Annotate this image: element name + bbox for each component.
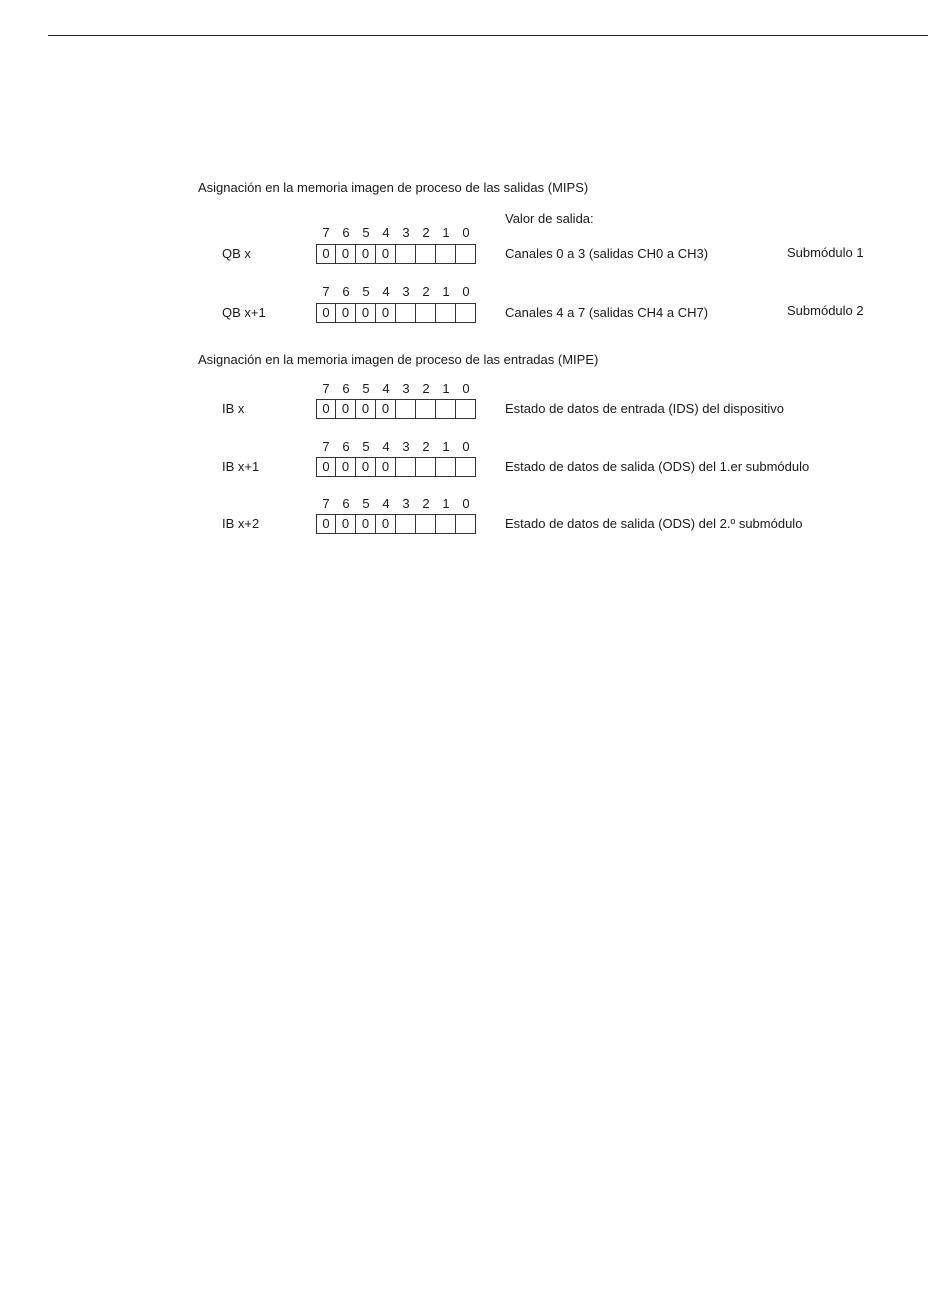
- bit-number-header: [316, 284, 476, 300]
- bit-cell: 0: [376, 457, 396, 477]
- bit-number: 0: [462, 225, 470, 240]
- submodule-label: Submódulo 1: [787, 245, 864, 260]
- bit-cell: 0: [336, 457, 356, 477]
- bit-cell: [396, 303, 416, 323]
- bit-number: 6: [342, 284, 350, 299]
- bit-cell: [456, 457, 476, 477]
- bit-number: 7: [322, 284, 330, 299]
- bit-cell: [396, 514, 416, 534]
- byte-address: IB x+2: [222, 516, 260, 531]
- bit-cells: [316, 457, 476, 477]
- bit-cell: [416, 244, 436, 264]
- bit-cell: 0: [317, 514, 336, 534]
- inputs-section-title: Asignación en la memoria imagen de proceso de las entradas (MIPE): [198, 352, 599, 367]
- bit-number: 2: [422, 381, 430, 396]
- bit-cell: [456, 303, 476, 323]
- bit-cell: 0: [336, 514, 356, 534]
- header-rule: [48, 35, 928, 36]
- bit-cells: [316, 244, 476, 264]
- byte-description: Canales 0 a 3 (salidas CH0 a CH3): [505, 246, 709, 261]
- bit-cell: 0: [336, 244, 356, 264]
- bit-cell: 0: [317, 303, 336, 323]
- bit-number: 0: [462, 439, 470, 454]
- bit-cell: 0: [376, 399, 396, 419]
- bit-number: 3: [402, 284, 410, 299]
- bit-cell: 0: [356, 244, 376, 264]
- bit-number: 6: [342, 496, 350, 511]
- bit-number: 4: [382, 439, 390, 454]
- bit-number: 4: [382, 284, 390, 299]
- byte-description: Estado de datos de salida (ODS) del 1.er submódulo: [505, 459, 810, 474]
- bit-number: 7: [322, 496, 330, 511]
- bit-number: 6: [342, 439, 350, 454]
- bit-number: 3: [402, 381, 410, 396]
- bit-number-header: [316, 225, 476, 241]
- bit-cell: 0: [317, 399, 336, 419]
- bit-number: 2: [422, 225, 430, 240]
- bit-number: 4: [382, 225, 390, 240]
- bit-number: 7: [322, 381, 330, 396]
- bit-number: 1: [442, 381, 450, 396]
- bit-cell: [396, 399, 416, 419]
- bit-cell: [456, 244, 476, 264]
- bit-number: 5: [362, 496, 370, 511]
- bit-number: 0: [462, 381, 470, 396]
- bit-cell: [456, 514, 476, 534]
- bit-cell: 0: [317, 457, 336, 477]
- bit-number: 2: [422, 496, 430, 511]
- bit-cell: 0: [317, 244, 336, 264]
- byte-description: Estado de datos de entrada (IDS) del dispositivo: [505, 401, 784, 416]
- bit-cell: 0: [336, 399, 356, 419]
- bit-number: 6: [342, 381, 350, 396]
- bit-number: 1: [442, 225, 450, 240]
- bit-cells: [316, 303, 476, 323]
- bit-cells: [316, 399, 476, 419]
- bit-cell: [436, 303, 456, 323]
- bit-number: 4: [382, 496, 390, 511]
- bit-cell: [396, 244, 416, 264]
- byte-address: QB x+1: [222, 305, 266, 320]
- bit-cells: [316, 514, 476, 534]
- bit-number-header: [316, 496, 476, 512]
- bit-cell: [456, 399, 476, 419]
- bit-number: 5: [362, 284, 370, 299]
- bit-number: 2: [422, 284, 430, 299]
- bit-cell: 0: [336, 303, 356, 323]
- bit-cell: 0: [376, 244, 396, 264]
- bit-cell: 0: [376, 514, 396, 534]
- byte-address: QB x: [222, 246, 251, 261]
- bit-number: 5: [362, 381, 370, 396]
- bit-number: 3: [402, 225, 410, 240]
- bit-number: 0: [462, 496, 470, 511]
- bit-cell: [436, 399, 456, 419]
- output-value-header: Valor de salida:: [505, 211, 594, 226]
- bit-number: 7: [322, 439, 330, 454]
- bit-number: 5: [362, 225, 370, 240]
- bit-cell: 0: [356, 399, 376, 419]
- bit-cell: [396, 457, 416, 477]
- bit-number: 3: [402, 496, 410, 511]
- bit-number: 4: [382, 381, 390, 396]
- byte-description: Estado de datos de salida (ODS) del 2.º submódulo: [505, 516, 803, 531]
- byte-address: IB x+1: [222, 459, 260, 474]
- bit-cell: [436, 457, 456, 477]
- bit-number: 0: [462, 284, 470, 299]
- bit-number-header: [316, 439, 476, 455]
- bit-number: 1: [442, 284, 450, 299]
- bit-cell: [416, 303, 436, 323]
- bit-number: 6: [342, 225, 350, 240]
- bit-number: 3: [402, 439, 410, 454]
- bit-number: 2: [422, 439, 430, 454]
- byte-description: Canales 4 a 7 (salidas CH4 a CH7): [505, 305, 709, 320]
- outputs-section-title: Asignación en la memoria imagen de proceso de las salidas (MIPS): [198, 180, 589, 195]
- bit-number: 5: [362, 439, 370, 454]
- bit-number: 7: [322, 225, 330, 240]
- bit-number: 1: [442, 439, 450, 454]
- bit-cell: 0: [356, 514, 376, 534]
- bit-cell: [416, 514, 436, 534]
- bit-number-header: [316, 381, 476, 397]
- bit-cell: 0: [356, 457, 376, 477]
- bit-cell: 0: [356, 303, 376, 323]
- bit-cell: [436, 514, 456, 534]
- bit-cell: [436, 244, 456, 264]
- submodule-label: Submódulo 2: [787, 303, 864, 318]
- byte-address: IB x: [222, 401, 245, 416]
- bit-cell: 0: [376, 303, 396, 323]
- bit-number: 1: [442, 496, 450, 511]
- bit-cell: [416, 399, 436, 419]
- bit-cell: [416, 457, 436, 477]
